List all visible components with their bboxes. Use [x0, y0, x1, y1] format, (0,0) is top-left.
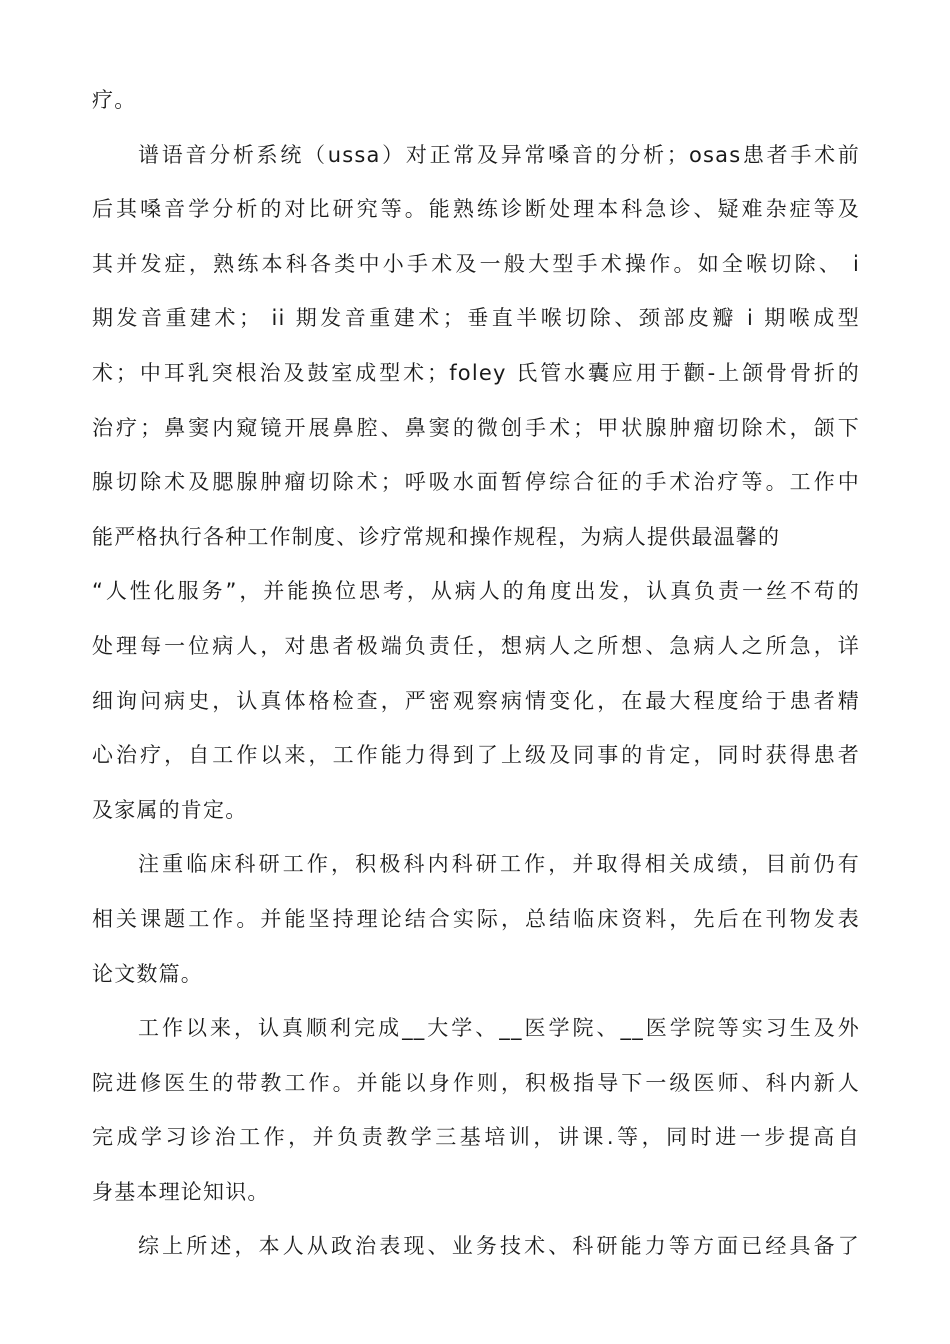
paragraph-first-line: 综上所述，本人从政治表现、业务技术、科研能力等方面已经具备了: [138, 1234, 860, 1259]
paragraph-first-line: 注重临床科研工作，积极科内科研工作，并取得相关成绩，目前仍有: [138, 852, 860, 877]
text-line: 院进修医生的带教工作。并能以身作则，积极指导下一级医师、科内新人: [92, 1070, 860, 1095]
paragraph-first-line: 工作以来，认真顺利完成__大学、__医学院、__医学院等实习生及外: [138, 1016, 860, 1041]
text-line: 相关课题工作。并能坚持理论结合实际，总结临床资料，先后在刊物发表: [92, 906, 860, 931]
text-line: 其并发症，熟练本科各类中小手术及一般大型手术操作。如全喉切除、 i: [92, 251, 860, 276]
paragraph-last-line: 及家属的肯定。: [92, 797, 248, 822]
text-line: 能严格执行各种工作制度、诊疗常规和操作规程，为病人提供最温馨的: [92, 524, 781, 549]
text-line: “人性化服务”，并能换位思考，从病人的角度出发，认真负责一丝不苟的: [92, 579, 860, 604]
text-line: 疗。: [92, 88, 137, 112]
text-line: 处理每一位病人，对患者极端负责任，想病人之所想、急病人之所急，详: [92, 633, 860, 658]
body-text: [92, 73, 860, 1274]
paragraph-last-line: 论文数篇。: [92, 961, 203, 986]
text-line: 期发音重建术； ii 期发音重建术；垂直半喉切除、颈部皮瓣 i 期喉成型: [92, 306, 860, 331]
text-line: 腺切除术及腮腺肿瘤切除术；呼吸水面暂停综合征的手术治疗等。工作中: [92, 470, 860, 495]
text-line: 治疗；鼻窦内窥镜开展鼻腔、鼻窦的微创手术；甲状腺肿瘤切除术，颌下: [92, 415, 860, 440]
paragraph-first-line: 谱语音分析系统（ussa）对正常及异常嗓音的分析；osas患者手术前: [138, 142, 860, 167]
text-line: 细询问病史，认真体格检查，严密观察病情变化，在最大程度给于患者精: [92, 688, 860, 713]
text-line: 后其嗓音学分析的对比研究等。能熟练诊断处理本科急诊、疑难杂症等及: [92, 197, 860, 222]
paragraph-last-line: 身基本理论知识。: [92, 1179, 270, 1204]
text-line: 心治疗，自工作以来，工作能力得到了上级及同事的肯定，同时获得患者: [92, 743, 860, 768]
text-line: 完成学习诊治工作，并负责教学三基培训，讲课.等，同时进一步提高自: [92, 1125, 860, 1150]
text-line: 术；中耳乳突根治及鼓室成型术；foley 氏管水囊应用于颧-上颌骨骨折的: [92, 360, 860, 385]
